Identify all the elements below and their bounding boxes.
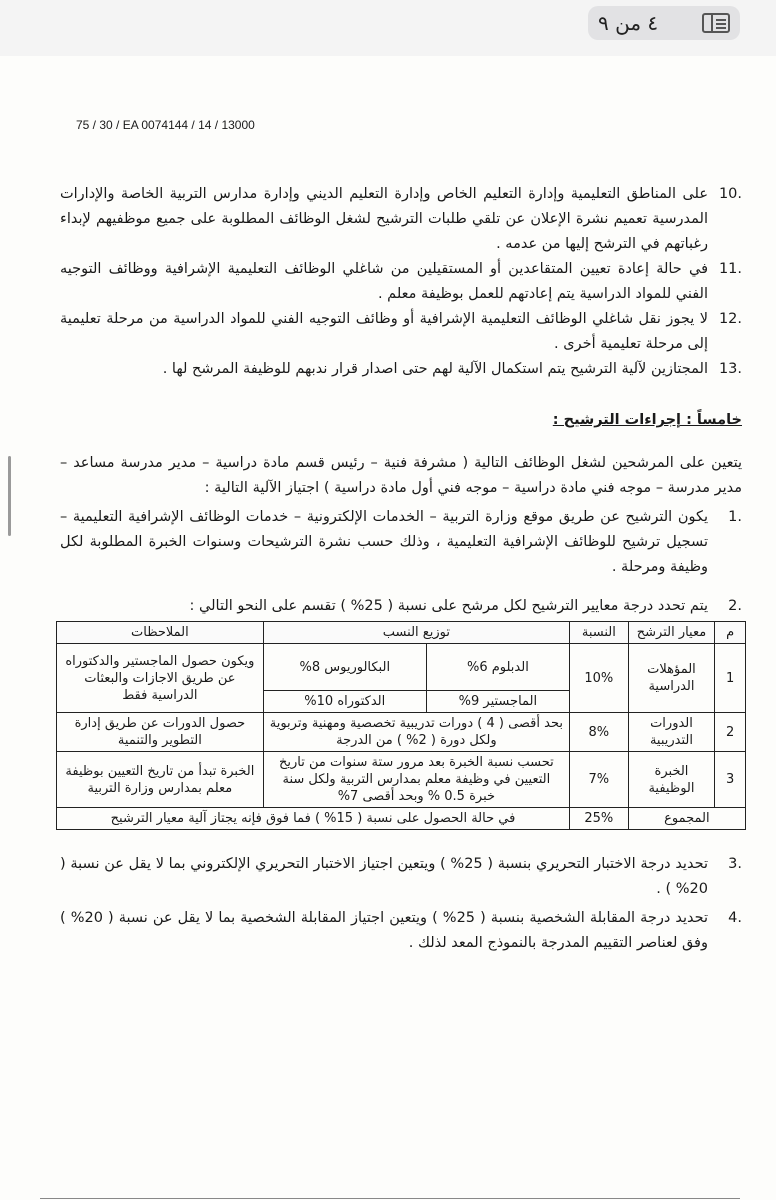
viewer-toolbar	[0, 0, 776, 56]
header-m: م	[715, 622, 746, 644]
item-number: 3.	[728, 856, 742, 872]
item-number: 10.	[718, 186, 742, 202]
item-text: في حالة إعادة تعيين المتقاعدين أو المستقيلين من شاغلي الوظائف التعليمية الإشرافية ووظائف التوجيه الفني للمواد الدراسية يتم إعادتهم للعمل بوظيفة معلم .	[60, 261, 708, 302]
list-item	[60, 307, 742, 357]
total-ratio: 25%	[569, 808, 628, 830]
cell-m: 2	[715, 713, 746, 752]
cell-distribution: بحد أقصى ( 4 ) دورات تدريبية تخصصية ومهنية وتربوية ولكل دورة ( 2% ) من الدرجة	[263, 713, 569, 752]
cell-m: 1	[715, 644, 746, 713]
section-heading: خامساً : إجراءات الترشيح :	[552, 412, 742, 428]
cell-notes: الخبرة تبدأ من تاريخ التعيين بوظيفة معلم بمدارس وزارة التربية	[57, 752, 264, 808]
table-row	[57, 644, 746, 713]
cell-notes: حصول الدورات عن طريق إدارة التطوير والتنمية	[57, 713, 264, 752]
cell-criterion: المؤهلات الدراسية	[628, 644, 715, 713]
header-criterion: معيار الترشح	[628, 622, 715, 644]
list-item	[60, 594, 742, 619]
criteria-table	[56, 621, 746, 830]
pages-icon	[702, 13, 730, 33]
dist-doctorate: الدكتوراه 10%	[264, 691, 427, 713]
cell-m: 3	[715, 752, 746, 808]
table-header-row	[57, 622, 746, 644]
cell-notes: ويكون حصول الماجستير والدكتوراه عن طريق الاجازات والبعثات الدراسية فقط	[57, 644, 264, 713]
distribution-grid	[264, 644, 569, 712]
item-text: لا يجوز نقل شاغلي الوظائف التعليمية الإشرافية أو وظائف التوجيه الفني للمواد الدراسية من مرحلة تعليمية إلى مرحلة تعليمية أخرى .	[60, 311, 708, 352]
intro-paragraph: يتعين على المرشحين لشغل الوظائف التالية ( مشرفة فنية – رئيس قسم مادة دراسية – مدير مدرسة مساعد – مدير مدرسة – موجه فني مادة دراسية – موجه فني أول مادة دراسية ) اجتياز الآلية التالية :	[60, 455, 742, 496]
list-item	[60, 182, 742, 257]
scrollbar[interactable]	[8, 456, 11, 536]
cell-criterion: الدورات التدريبية	[628, 713, 715, 752]
dist-diploma: الدبلوم 6%	[426, 644, 569, 691]
item-text: تحديد درجة المقابلة الشخصية بنسبة ( 25% ) ويتعين اجتياز المقابلة الشخصية بما لا يقل عن نسبة ( 20% ) وفق لعناصر التقييم المدرجة بالنموذج المعد لذلك .	[60, 910, 709, 951]
header-distribution: توزيع النسب	[263, 622, 569, 644]
item-number: 4.	[728, 910, 742, 926]
cell-ratio: 10%	[569, 644, 628, 713]
item-text: تحديد درجة الاختبار التحريري بنسبة ( 25% ) ويتعين اجتياز الاختبار التحريري الإلكتروني بما لا يقل عن نسبة ( 20% ) .	[60, 856, 708, 897]
list-item	[60, 906, 742, 956]
item-number: 2.	[728, 598, 742, 614]
table-row	[57, 713, 746, 752]
list-item	[60, 852, 742, 902]
total-label: المجموع	[628, 808, 745, 830]
cell-distribution: تحسب نسبة الخبرة بعد مرور ستة سنوات من تاريخ التعيين في وظيفة معلم بمدارس التربية ولكل سنة خبرة 0.5 % وبحد أقصى 7%	[263, 752, 569, 808]
page-indicator-text: ٤ من ٩	[598, 11, 659, 35]
item-number: 1.	[728, 509, 742, 525]
dist-bachelor: البكالوريوس 8%	[264, 644, 427, 691]
dist-master: الماجستير 9%	[426, 691, 569, 713]
total-note: في حالة الحصول على نسبة ( 15% ) فما فوق فإنه يجتاز آلية معيار الترشيح	[57, 808, 570, 830]
item-text: يكون الترشيح عن طريق موقع وزارة التربية – الخدمات الإلكترونية – خدمات الوظائف الإشرافية التعليمية – تسجيل ترشيح للوظائف الإشرافية التعليمية ، وذلك حسب نشرة الترشيحات وسنوات الخبرة المطلوبة لكل وظيفة ومرحلة .	[60, 509, 708, 575]
table-total-row	[57, 808, 746, 830]
item-number: 12.	[718, 311, 742, 327]
header-ratio: النسبة	[569, 622, 628, 644]
list-item	[60, 357, 742, 382]
page-bottom-divider	[40, 1198, 740, 1199]
page-indicator[interactable]	[588, 6, 740, 40]
document-reference: 75 / 30 / EA 0074144 / 14 / 13000	[76, 118, 255, 132]
document-body	[60, 182, 742, 956]
table-row	[57, 752, 746, 808]
header-notes: الملاحظات	[57, 622, 264, 644]
list-item	[60, 505, 742, 580]
item-text: المجتازين لآلية الترشيح يتم استكمال الآلية لهم حتى اصدار قرار ندبهم للوظيفة المرشح لها .	[162, 361, 708, 377]
cell-criterion: الخبرة الوظيفية	[628, 752, 715, 808]
cell-distribution	[263, 644, 569, 713]
list-item	[60, 257, 742, 307]
item-text: يتم تحدد درجة معايير الترشيح لكل مرشح على نسبة ( 25% ) تقسم على النحو التالي :	[189, 598, 708, 614]
item-number: 13.	[718, 361, 742, 377]
cell-ratio: 8%	[569, 713, 628, 752]
item-number: 11.	[718, 261, 742, 277]
cell-ratio: 7%	[569, 752, 628, 808]
item-text: على المناطق التعليمية وإدارة التعليم الخاص وإدارة التعليم الديني وإدارة مدارس التربية الخاصة والإدارات المدرسية تعميم نشرة الإعلان عن تلقي طلبات الترشيح لشغل الوظائف المطلوبة على جميع موظفيهم لإبداء رغباتهم في الترشح إليها من عدمه .	[60, 186, 708, 252]
